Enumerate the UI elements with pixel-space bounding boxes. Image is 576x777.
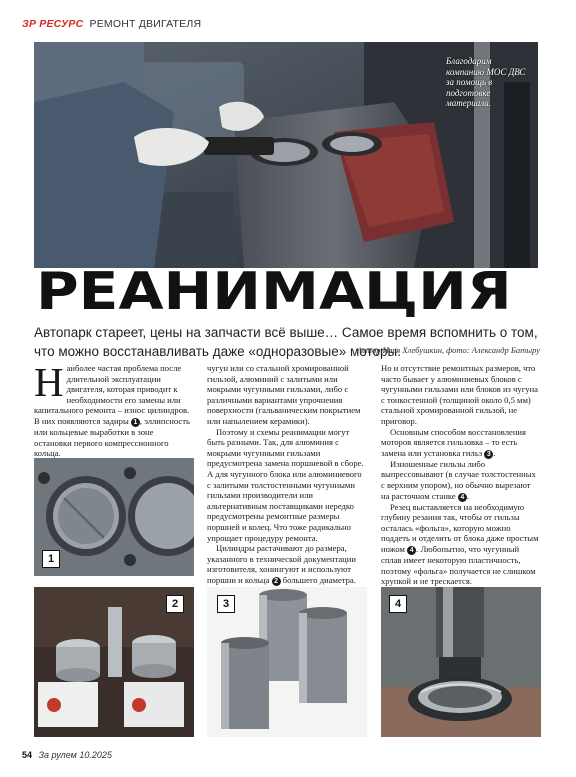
- photo-1-label: 1: [42, 550, 60, 568]
- photo-3-label: 3: [217, 595, 235, 613]
- text-run: Резец выставляется на необходимую глубину резания так, чтобы от гильзы осталась «фольга», которую можно поддеть и отделить от блока даже простым ножом: [381, 501, 539, 554]
- paragraph: [34, 359, 192, 459]
- photo-3-liners: [207, 587, 367, 737]
- marker-4b: 4: [407, 546, 416, 555]
- photo-4-label: 4: [389, 595, 407, 613]
- hero-photo: [34, 42, 538, 268]
- hero-caption: Благодарим компанию МОС ДВС за помощь в подготовке материала.: [446, 56, 526, 108]
- photo-2-pistons: [34, 587, 194, 737]
- article-title: РЕАНИМАЦИЯ: [36, 262, 512, 322]
- text-run: Изношенные гильзы либо выпрессовывают (в случае толстостенных с верхним упором), но обычно вырезают на расточном станке: [381, 458, 536, 501]
- text-run: Основным способом восстановления моторов является гильзовка – то есть замена или установка гильз: [381, 426, 526, 458]
- page-number: 54: [22, 750, 33, 760]
- paragraph: Поэтому и схемы реанимации могут быть разными. Так, для алюминия с мокрыми чугунными гильзами предусмотрена замена поршневой в сборе. А для чугунного блока или алюминиевого с залитыми толстостенными чугунными гильзами производители или альтернативным поставщиками нередко предусмотрены ремонтные размеры поршней и колец. Что тоже радикально упрощает процедуру ремонта.: [207, 426, 364, 543]
- article-byline: Автор Илья Хлебушкин, фото: Александр Батыру: [356, 345, 540, 355]
- paragraph: [207, 543, 365, 586]
- magazine-issue: За рулем 10.2025: [38, 750, 112, 760]
- marker-2: 2: [272, 577, 281, 586]
- page-header: [22, 18, 201, 30]
- text-run: Цилиндры растачивают до размера, указанного в технической документации изготовителя, хонингуют и используют поршни и кольца: [207, 543, 356, 585]
- section-label: РЕМОНТ ДВИГАТЕЛЯ: [89, 18, 202, 30]
- marker-3: 3: [484, 450, 493, 459]
- brand-label: ЗР РЕСУРС: [22, 18, 84, 30]
- column-3: [381, 363, 539, 587]
- page-footer: [22, 750, 112, 760]
- paragraph: чугун или со стальной хромированной гильзой, алюминий с залитыми или мокрыми чугунными гильзами, либо с различными вариантами упрочнения поверхности (гальваническим покрытием или напылением керамики).: [207, 363, 361, 426]
- article-lead: Автопарк стареет, цены на запчасти всё выше… Самое время вспомнить о том, что можно восстанавливать даже «одноразовые» моторы.: [34, 325, 538, 359]
- text-run: Любопытно, что чугунный сплав имеет некоторую пластичность, поэтому «фольга» получается не слишком хрупкой и не трескается.: [381, 543, 536, 587]
- text-run: , эллипсность или кольцевые выработки в зоне остановки первого компрессионного кольца.: [34, 415, 190, 459]
- text-run: аиболее частая проблема после длительной эксплуатации двигателя, которая приводит к необходимости его замены или капитального ремонта – износ цилиндров. В них появляются задиры: [34, 363, 190, 426]
- paragraph: Основным способом восстановления моторов является гильзовка – то есть замена или установка гильз 3 .: [381, 426, 526, 458]
- drop-cap: Н: [34, 359, 64, 405]
- paragraph: Но и отсутствие ремонтных размеров, что часто бывает у алюминиевых блоков с чугунными гильзами или блоков из чугуна с тонкостенной (толщиной около 0,5 мм) стальной хромированной гильзой, не приговор.: [381, 363, 538, 426]
- marker-4: 4: [458, 493, 467, 502]
- photo-1-cylinder-bore: [34, 458, 194, 576]
- text-run: большего диаметра.: [282, 574, 356, 585]
- paragraph: Резец выставляется на необходимую глубину резания так, чтобы от гильзы осталась «фольга», которую можно поддеть и отделить от блока даже простым ножом 4 . Любопытно, что чугунный сплав имеет некоторую пластичность, поэтому «фольга» получается не слишком хрупкой и не трескается.: [381, 501, 539, 587]
- photo-2-label: 2: [166, 595, 184, 613]
- paragraph: Изношенные гильзы либо выпрессовывают (в случае толстостенных с верхним упором), но обычно вырезают на расточном станке 4 .: [381, 458, 536, 501]
- column-2: [207, 363, 365, 586]
- marker-1: 1: [131, 418, 140, 427]
- photo-4-boring: [381, 587, 541, 737]
